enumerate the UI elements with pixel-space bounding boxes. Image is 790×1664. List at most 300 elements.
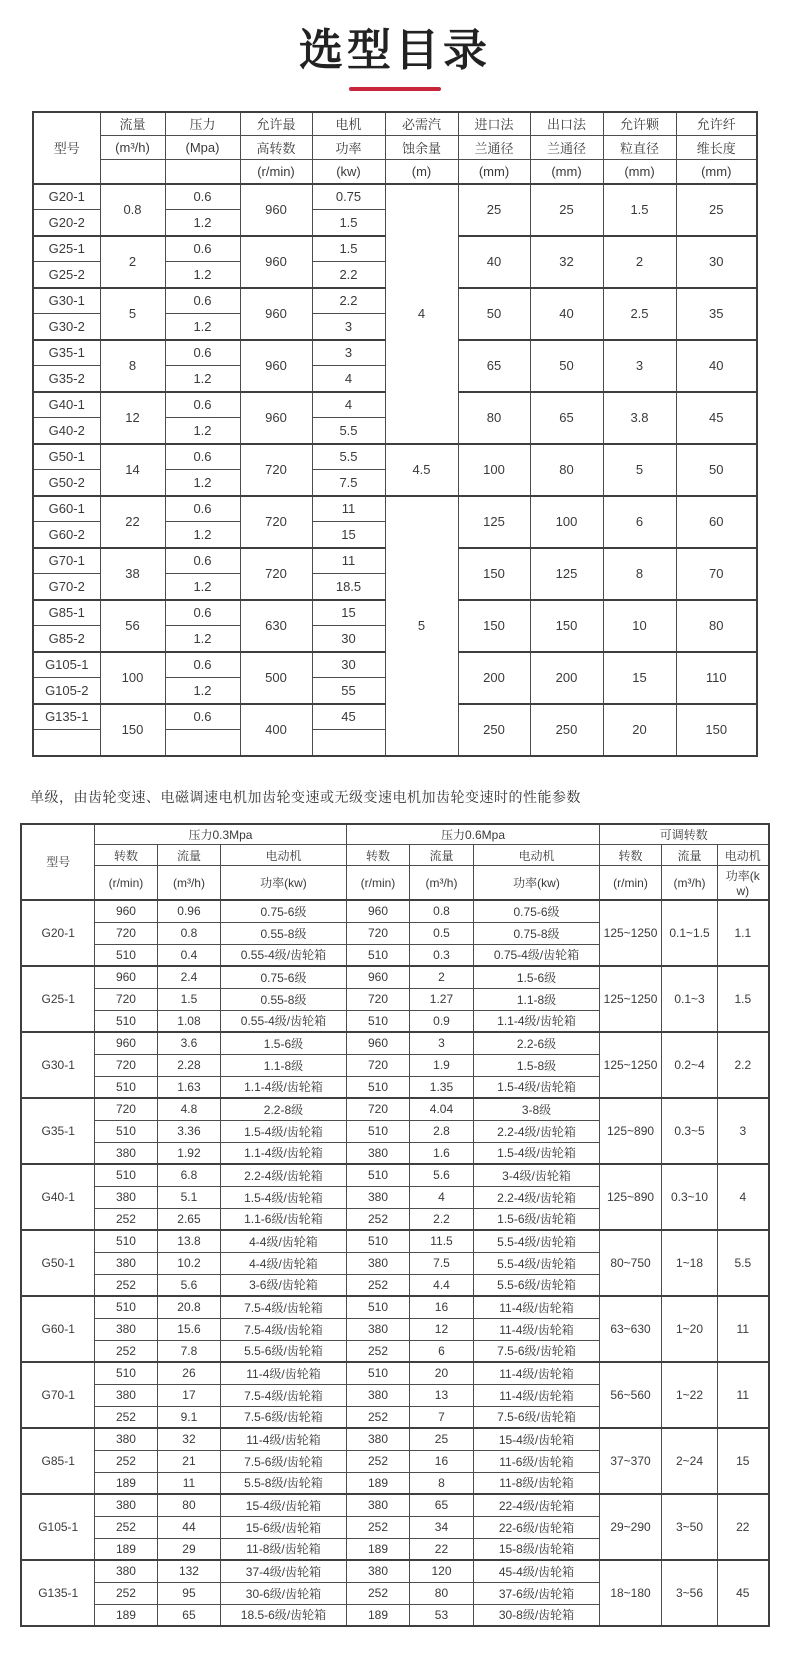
pressure-cell: 0.6: [165, 236, 240, 262]
max-speed-cell: 960: [240, 288, 312, 340]
col-header: 电动机: [718, 845, 769, 866]
performance-note: 单级，由齿轮变速、电磁调速电机加齿轮变速或无级变速电机加齿轮变速时的性能参数: [30, 788, 581, 805]
motor-power-cell: 4: [312, 366, 385, 392]
inlet-flange-cell: 80: [458, 392, 530, 444]
p03-speed-cell: 510: [94, 1120, 157, 1142]
col-header: 流量: [409, 845, 473, 866]
p03-speed-cell: 510: [94, 1076, 157, 1098]
adjustable-speed-cell: 125~1250: [600, 900, 662, 966]
adjustable-speed-cell: 29~290: [600, 1494, 662, 1560]
p06-motor-cell: 3-8级: [473, 1098, 599, 1120]
p03-flow-cell: 0.96: [157, 900, 220, 922]
p06-flow-cell: 0.9: [409, 1010, 473, 1032]
pressure-cell: 0.6: [165, 288, 240, 314]
col-header-unit: [100, 160, 165, 184]
adjustable-power-cell: 45: [718, 1560, 769, 1626]
model-cell: G70-2: [33, 574, 100, 600]
model-cell: G105-1: [21, 1494, 94, 1560]
p06-flow-cell: 0.3: [409, 944, 473, 966]
p06-motor-cell: 1.5-6级: [473, 966, 599, 988]
p03-motor-cell: 7.5-4级/齿轮箱: [220, 1384, 346, 1406]
col-header-sub: (Mpa): [165, 136, 240, 160]
p06-motor-cell: 1.5-4级/齿轮箱: [473, 1142, 599, 1164]
p03-motor-cell: 2.2-4级/齿轮箱: [220, 1164, 346, 1186]
model-cell: G40-1: [21, 1164, 94, 1230]
col-header-model: 型号: [21, 824, 94, 901]
col-header: 允许颗: [603, 112, 676, 136]
p06-motor-cell: 5.5-4级/齿轮箱: [473, 1252, 599, 1274]
motor-power-cell: [312, 730, 385, 756]
p03-motor-cell: 11-4级/齿轮箱: [220, 1362, 346, 1384]
col-header-unit: (kw): [312, 160, 385, 184]
p06-motor-cell: 3-4级/齿轮箱: [473, 1164, 599, 1186]
model-cell: G50-1: [33, 444, 100, 470]
p06-speed-cell: 960: [346, 900, 409, 922]
max-speed-cell: 720: [240, 496, 312, 548]
pressure-cell: 0.6: [165, 392, 240, 418]
group-header: 压力0.6Mpa: [346, 824, 599, 845]
performance-table-body: [21, 900, 768, 1626]
outlet-flange-cell: 200: [530, 652, 603, 704]
p06-speed-cell: 510: [346, 1296, 409, 1318]
adjustable-flow-cell: 0.1~1.5: [662, 900, 718, 966]
col-header-unit: (r/min): [94, 866, 157, 901]
p03-motor-cell: 18.5-6级/齿轮箱: [220, 1604, 346, 1626]
col-header-unit: (mm): [603, 160, 676, 184]
inlet-flange-cell: 25: [458, 184, 530, 236]
p06-speed-cell: 510: [346, 1010, 409, 1032]
p03-motor-cell: 30-6级/齿轮箱: [220, 1582, 346, 1604]
p03-motor-cell: 1.1-8级: [220, 1054, 346, 1076]
col-header: 电机: [312, 112, 385, 136]
p03-speed-cell: 720: [94, 1098, 157, 1120]
p06-motor-cell: 11-4级/齿轮箱: [473, 1384, 599, 1406]
outlet-flange-cell: 32: [530, 236, 603, 288]
performance-row: [21, 1560, 768, 1582]
flow-cell: 14: [100, 444, 165, 496]
p06-speed-cell: 189: [346, 1604, 409, 1626]
selection-table: [32, 111, 758, 757]
inlet-flange-cell: 50: [458, 288, 530, 340]
motor-power-cell: 30: [312, 652, 385, 678]
p03-speed-cell: 510: [94, 1362, 157, 1384]
pressure-cell: 0.6: [165, 600, 240, 626]
col-header-unit: (mm): [458, 160, 530, 184]
flow-cell: 100: [100, 652, 165, 704]
col-header-sub: 蚀余量: [385, 136, 458, 160]
col-header-sub: 高转数: [240, 136, 312, 160]
fiber-length-cell: 30: [676, 236, 757, 288]
pressure-cell: 1.2: [165, 574, 240, 600]
p03-motor-cell: 4-4级/齿轮箱: [220, 1230, 346, 1252]
p06-flow-cell: 12: [409, 1318, 473, 1340]
adjustable-speed-cell: 125~890: [600, 1164, 662, 1230]
p06-motor-cell: 11-4级/齿轮箱: [473, 1296, 599, 1318]
adjustable-flow-cell: 3~56: [662, 1560, 718, 1626]
adjustable-power-cell: 5.5: [718, 1230, 769, 1296]
p06-motor-cell: 11-6级/齿轮箱: [473, 1450, 599, 1472]
col-header-unit: (m³/h): [409, 866, 473, 901]
pressure-cell: 1.2: [165, 678, 240, 704]
col-header-unit: 功率(kw): [473, 866, 599, 901]
p03-flow-cell: 0.8: [157, 922, 220, 944]
model-cell: G30-1: [21, 1032, 94, 1098]
model-cell: G60-1: [21, 1296, 94, 1362]
npsh-cell: 4.5: [385, 444, 458, 496]
max-speed-cell: 960: [240, 184, 312, 236]
p03-flow-cell: 6.8: [157, 1164, 220, 1186]
p03-speed-cell: 720: [94, 922, 157, 944]
p06-flow-cell: 1.6: [409, 1142, 473, 1164]
model-cell: G35-2: [33, 366, 100, 392]
model-cell: G40-1: [33, 392, 100, 418]
adjustable-speed-cell: 80~750: [600, 1230, 662, 1296]
col-header-unit: (mm): [676, 160, 757, 184]
pressure-cell: 1.2: [165, 366, 240, 392]
p03-motor-cell: 0.55-8级: [220, 922, 346, 944]
p06-motor-cell: 2.2-4级/齿轮箱: [473, 1186, 599, 1208]
p03-motor-cell: 0.75-6级: [220, 966, 346, 988]
model-row: [33, 496, 757, 522]
particle-diameter-cell: 3.8: [603, 392, 676, 444]
p06-flow-cell: 8: [409, 1472, 473, 1494]
flow-cell: 22: [100, 496, 165, 548]
pressure-cell: 1.2: [165, 262, 240, 288]
selection-table-header: [33, 112, 757, 184]
adjustable-power-cell: 11: [718, 1362, 769, 1428]
motor-power-cell: 15: [312, 600, 385, 626]
page-title: 选型目录: [299, 26, 491, 75]
pressure-cell: 0.6: [165, 548, 240, 574]
p03-flow-cell: 132: [157, 1560, 220, 1582]
p03-speed-cell: 380: [94, 1186, 157, 1208]
p03-flow-cell: 1.63: [157, 1076, 220, 1098]
model-cell: G60-1: [33, 496, 100, 522]
model-cell: G70-1: [33, 548, 100, 574]
p06-flow-cell: 1.9: [409, 1054, 473, 1076]
flow-cell: 12: [100, 392, 165, 444]
performance-table: [20, 823, 769, 1628]
performance-row: [21, 1032, 768, 1054]
p03-motor-cell: 0.55-4级/齿轮箱: [220, 944, 346, 966]
p03-flow-cell: 1.92: [157, 1142, 220, 1164]
col-header-model: 型号: [33, 112, 100, 184]
motor-power-cell: 55: [312, 678, 385, 704]
model-cell: G105-2: [33, 678, 100, 704]
outlet-flange-cell: 150: [530, 600, 603, 652]
adjustable-flow-cell: 1~18: [662, 1230, 718, 1296]
col-header-sub: 粒直径: [603, 136, 676, 160]
p06-flow-cell: 4: [409, 1186, 473, 1208]
motor-power-cell: 30: [312, 626, 385, 652]
fiber-length-cell: 150: [676, 704, 757, 756]
title-underline: [349, 87, 441, 91]
max-speed-cell: 630: [240, 600, 312, 652]
p06-flow-cell: 20: [409, 1362, 473, 1384]
model-cell: G25-2: [33, 262, 100, 288]
p06-flow-cell: 80: [409, 1582, 473, 1604]
motor-power-cell: 11: [312, 548, 385, 574]
p06-speed-cell: 380: [346, 1560, 409, 1582]
pressure-cell: 0.6: [165, 444, 240, 470]
p06-flow-cell: 120: [409, 1560, 473, 1582]
particle-diameter-cell: 6: [603, 496, 676, 548]
p06-motor-cell: 22-6级/齿轮箱: [473, 1516, 599, 1538]
header-row: [33, 160, 757, 184]
col-header: 允许纤: [676, 112, 757, 136]
p03-flow-cell: 2.28: [157, 1054, 220, 1076]
p03-flow-cell: 5.6: [157, 1274, 220, 1296]
adjustable-flow-cell: 2~24: [662, 1428, 718, 1494]
adjustable-flow-cell: 0.3~5: [662, 1098, 718, 1164]
adjustable-speed-cell: 18~180: [600, 1560, 662, 1626]
adjustable-speed-cell: 125~890: [600, 1098, 662, 1164]
adjustable-power-cell: 3: [718, 1098, 769, 1164]
p03-motor-cell: 3-6级/齿轮箱: [220, 1274, 346, 1296]
fiber-length-cell: 35: [676, 288, 757, 340]
model-cell: G85-1: [21, 1428, 94, 1494]
p06-motor-cell: 5.5-6级/齿轮箱: [473, 1274, 599, 1296]
p03-flow-cell: 9.1: [157, 1406, 220, 1428]
p03-motor-cell: 15-6级/齿轮箱: [220, 1516, 346, 1538]
p03-flow-cell: 5.1: [157, 1186, 220, 1208]
model-cell: G25-1: [33, 236, 100, 262]
p06-flow-cell: 4.4: [409, 1274, 473, 1296]
pressure-cell: 0.6: [165, 652, 240, 678]
performance-row: [21, 1362, 768, 1384]
particle-diameter-cell: 20: [603, 704, 676, 756]
p06-flow-cell: 7: [409, 1406, 473, 1428]
inlet-flange-cell: 65: [458, 340, 530, 392]
p03-flow-cell: 17: [157, 1384, 220, 1406]
p03-motor-cell: 5.5-6级/齿轮箱: [220, 1340, 346, 1362]
p03-flow-cell: 11: [157, 1472, 220, 1494]
outlet-flange-cell: 40: [530, 288, 603, 340]
p03-flow-cell: 4.8: [157, 1098, 220, 1120]
col-header: 转数: [94, 845, 157, 866]
p06-flow-cell: 6: [409, 1340, 473, 1362]
p06-speed-cell: 380: [346, 1494, 409, 1516]
motor-power-cell: 2.2: [312, 288, 385, 314]
p03-motor-cell: 1.1-6级/齿轮箱: [220, 1208, 346, 1230]
p03-speed-cell: 510: [94, 944, 157, 966]
p03-flow-cell: 10.2: [157, 1252, 220, 1274]
motor-power-cell: 0.75: [312, 184, 385, 210]
model-row: [33, 184, 757, 210]
model-cell: G135-1: [21, 1560, 94, 1626]
motor-power-cell: 4: [312, 392, 385, 418]
p06-speed-cell: 510: [346, 1076, 409, 1098]
outlet-flange-cell: 80: [530, 444, 603, 496]
p06-speed-cell: 720: [346, 922, 409, 944]
p06-motor-cell: 15-8级/齿轮箱: [473, 1538, 599, 1560]
col-header-sub: (m³/h): [100, 136, 165, 160]
p06-speed-cell: 380: [346, 1142, 409, 1164]
group-header: 压力0.3Mpa: [94, 824, 346, 845]
inlet-flange-cell: 150: [458, 548, 530, 600]
p03-flow-cell: 2.4: [157, 966, 220, 988]
p03-speed-cell: 510: [94, 1010, 157, 1032]
p03-speed-cell: 252: [94, 1582, 157, 1604]
p03-motor-cell: 1.5-6级: [220, 1032, 346, 1054]
p06-flow-cell: 11.5: [409, 1230, 473, 1252]
col-header-unit: (mm): [530, 160, 603, 184]
p03-flow-cell: 32: [157, 1428, 220, 1450]
p06-speed-cell: 189: [346, 1538, 409, 1560]
p03-speed-cell: 189: [94, 1538, 157, 1560]
pressure-cell: 1.2: [165, 626, 240, 652]
motor-power-cell: 1.5: [312, 236, 385, 262]
p06-speed-cell: 252: [346, 1406, 409, 1428]
p06-flow-cell: 22: [409, 1538, 473, 1560]
model-cell: G30-1: [33, 288, 100, 314]
p03-flow-cell: 80: [157, 1494, 220, 1516]
p06-flow-cell: 25: [409, 1428, 473, 1450]
pressure-cell: 0.6: [165, 184, 240, 210]
model-cell: G20-2: [33, 210, 100, 236]
performance-row: [21, 1164, 768, 1186]
adjustable-speed-cell: 56~560: [600, 1362, 662, 1428]
p06-flow-cell: 65: [409, 1494, 473, 1516]
p06-speed-cell: 252: [346, 1582, 409, 1604]
p03-motor-cell: 11-8级/齿轮箱: [220, 1538, 346, 1560]
adjustable-flow-cell: 0.3~10: [662, 1164, 718, 1230]
adjustable-speed-cell: 37~370: [600, 1428, 662, 1494]
p03-speed-cell: 380: [94, 1318, 157, 1340]
col-header-sub: 功率: [312, 136, 385, 160]
col-header: 出口法: [530, 112, 603, 136]
p03-motor-cell: 37-4级/齿轮箱: [220, 1560, 346, 1582]
p03-motor-cell: 1.5-4级/齿轮箱: [220, 1186, 346, 1208]
col-header-unit: [165, 160, 240, 184]
p03-speed-cell: 720: [94, 988, 157, 1010]
p06-speed-cell: 252: [346, 1340, 409, 1362]
motor-power-cell: 5.5: [312, 418, 385, 444]
flow-cell: 2: [100, 236, 165, 288]
particle-diameter-cell: 3: [603, 340, 676, 392]
p03-motor-cell: 5.5-8级/齿轮箱: [220, 1472, 346, 1494]
model-cell: G35-1: [21, 1098, 94, 1164]
model-row: [33, 444, 757, 470]
col-header-unit: (r/min): [346, 866, 409, 901]
p06-flow-cell: 16: [409, 1450, 473, 1472]
model-cell: G50-1: [21, 1230, 94, 1296]
pressure-cell: 0.6: [165, 704, 240, 730]
p06-motor-cell: 2.2-4级/齿轮箱: [473, 1120, 599, 1142]
pressure-cell: 1.2: [165, 418, 240, 444]
performance-row: [21, 966, 768, 988]
p06-motor-cell: 0.75-8级: [473, 922, 599, 944]
p06-flow-cell: 2.8: [409, 1120, 473, 1142]
inlet-flange-cell: 40: [458, 236, 530, 288]
col-header-sub: 兰通径: [458, 136, 530, 160]
p03-speed-cell: 510: [94, 1296, 157, 1318]
outlet-flange-cell: 125: [530, 548, 603, 600]
p03-flow-cell: 3.36: [157, 1120, 220, 1142]
p03-speed-cell: 252: [94, 1340, 157, 1362]
p06-speed-cell: 510: [346, 1120, 409, 1142]
p03-motor-cell: 7.5-4级/齿轮箱: [220, 1318, 346, 1340]
p06-speed-cell: 510: [346, 1164, 409, 1186]
p03-speed-cell: 510: [94, 1164, 157, 1186]
fiber-length-cell: 40: [676, 340, 757, 392]
p06-motor-cell: 1.5-6级/齿轮箱: [473, 1208, 599, 1230]
p03-speed-cell: 720: [94, 1054, 157, 1076]
adjustable-power-cell: 11: [718, 1296, 769, 1362]
p03-motor-cell: 7.5-4级/齿轮箱: [220, 1296, 346, 1318]
p06-speed-cell: 380: [346, 1318, 409, 1340]
col-header: 流量: [100, 112, 165, 136]
motor-power-cell: 2.2: [312, 262, 385, 288]
performance-row: [21, 900, 768, 922]
p06-speed-cell: 380: [346, 1186, 409, 1208]
p03-motor-cell: 11-4级/齿轮箱: [220, 1428, 346, 1450]
p06-flow-cell: 2.2: [409, 1208, 473, 1230]
col-header-sub: 兰通径: [530, 136, 603, 160]
p06-flow-cell: 1.35: [409, 1076, 473, 1098]
p06-motor-cell: 5.5-4级/齿轮箱: [473, 1230, 599, 1252]
p03-speed-cell: 380: [94, 1384, 157, 1406]
p03-speed-cell: 960: [94, 966, 157, 988]
p03-flow-cell: 0.4: [157, 944, 220, 966]
adjustable-flow-cell: 0.2~4: [662, 1032, 718, 1098]
p06-flow-cell: 3: [409, 1032, 473, 1054]
col-header: 转数: [346, 845, 409, 866]
fiber-length-cell: 50: [676, 444, 757, 496]
model-cell: G85-1: [33, 600, 100, 626]
max-speed-cell: 400: [240, 704, 312, 756]
particle-diameter-cell: 15: [603, 652, 676, 704]
max-speed-cell: 960: [240, 392, 312, 444]
npsh-cell: 4: [385, 184, 458, 444]
model-cell: G40-2: [33, 418, 100, 444]
p06-motor-cell: 45-4级/齿轮箱: [473, 1560, 599, 1582]
model-cell: G30-2: [33, 314, 100, 340]
p06-speed-cell: 380: [346, 1252, 409, 1274]
pressure-cell: 0.6: [165, 496, 240, 522]
p03-flow-cell: 44: [157, 1516, 220, 1538]
p06-motor-cell: 7.5-6级/齿轮箱: [473, 1406, 599, 1428]
p06-flow-cell: 0.5: [409, 922, 473, 944]
p03-flow-cell: 15.6: [157, 1318, 220, 1340]
p03-motor-cell: 7.5-6级/齿轮箱: [220, 1406, 346, 1428]
model-cell: G135-1: [33, 704, 100, 730]
adjustable-power-cell: 4: [718, 1164, 769, 1230]
p06-speed-cell: 252: [346, 1516, 409, 1538]
p06-motor-cell: 1.1-8级: [473, 988, 599, 1010]
p03-flow-cell: 21: [157, 1450, 220, 1472]
p03-speed-cell: 252: [94, 1516, 157, 1538]
p03-flow-cell: 29: [157, 1538, 220, 1560]
inlet-flange-cell: 100: [458, 444, 530, 496]
max-speed-cell: 500: [240, 652, 312, 704]
p03-speed-cell: 252: [94, 1274, 157, 1296]
p03-speed-cell: 252: [94, 1406, 157, 1428]
col-header: 必需汽: [385, 112, 458, 136]
p03-flow-cell: 3.6: [157, 1032, 220, 1054]
adjustable-power-cell: 1.1: [718, 900, 769, 966]
p03-speed-cell: 189: [94, 1472, 157, 1494]
p03-flow-cell: 2.65: [157, 1208, 220, 1230]
p06-motor-cell: 15-4级/齿轮箱: [473, 1428, 599, 1450]
p06-flow-cell: 1.27: [409, 988, 473, 1010]
p03-flow-cell: 65: [157, 1604, 220, 1626]
col-header: 转数: [600, 845, 662, 866]
pressure-cell: 1.2: [165, 314, 240, 340]
model-cell: G50-2: [33, 470, 100, 496]
p06-speed-cell: 960: [346, 966, 409, 988]
max-speed-cell: 960: [240, 236, 312, 288]
